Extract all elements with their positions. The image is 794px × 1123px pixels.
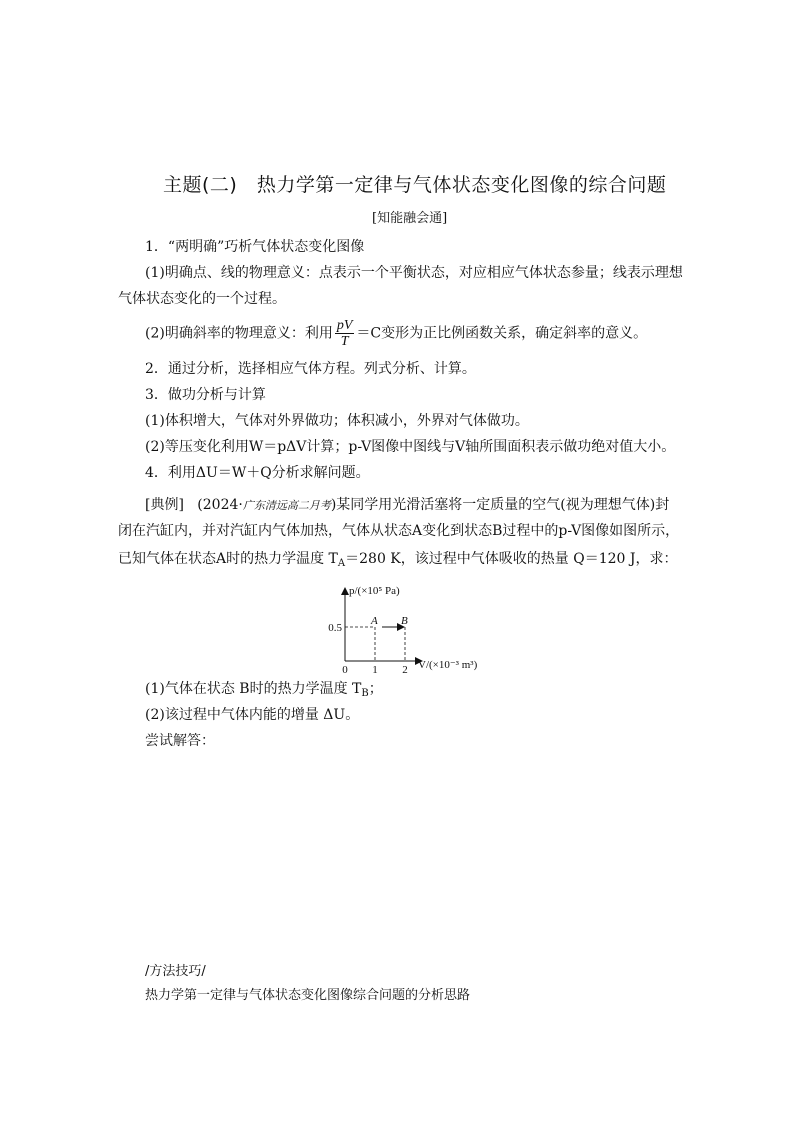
example-line-3-pre: 已知气体在状态A时的热力学温度 T bbox=[118, 551, 338, 567]
point-label-a: A bbox=[371, 615, 378, 627]
example-line-3-post: ＝280 K，该过程中气体吸收的热量 Q＝120 J，求： bbox=[345, 551, 678, 567]
point-3-item-2: (2)等压变化利用W＝pΔV计算；p-V图像中图线与V轴所围面积表示做功绝对值大小。 bbox=[145, 439, 676, 455]
example-label: [典例] bbox=[145, 497, 184, 513]
point-4-heading: 4．利用ΔU＝W＋Q分析求解问题。 bbox=[145, 465, 370, 481]
point-1-item-2 bbox=[145, 318, 647, 349]
item-2-suffix: ＝C变形为正比例函数关系，确定斜率的意义。 bbox=[356, 325, 648, 342]
x-axis-label: V/(×10⁻³ m³) bbox=[418, 659, 478, 671]
x-tick-label-1: 1 bbox=[372, 664, 378, 675]
question-1 bbox=[145, 679, 383, 704]
point-1-item-1-line-1: (1)明确点、线的物理意义：点表示一个平衡状态，对应相应气体状态参量；线表示理想 bbox=[145, 265, 683, 281]
point-1-heading: 1．“两明确”巧析气体状态变化图像 bbox=[145, 239, 365, 255]
method-body: 热力学第一定律与气体状态变化图像综合问题的分析思路 bbox=[145, 988, 471, 1003]
point-label-b: B bbox=[401, 615, 408, 627]
fraction-denominator: T bbox=[340, 334, 349, 349]
point-2-heading: 2．通过分析，选择相应气体方程。列式分析、计算。 bbox=[145, 361, 476, 377]
ta-subscript: A bbox=[337, 558, 346, 569]
example-line-1 bbox=[145, 495, 669, 516]
pv-over-t-fraction bbox=[335, 318, 355, 349]
question-1-post: ； bbox=[368, 681, 383, 697]
point-1-item-1-line-2: 气体状态变化的一个过程。 bbox=[118, 291, 286, 307]
section-subtitle: [知能融会通] bbox=[372, 211, 448, 226]
example-source: 广东清远高二月考 bbox=[242, 499, 331, 512]
example-text-1: )某同学用光滑活塞将一定质量的空气(视为理想气体)封 bbox=[330, 497, 670, 513]
x-tick-label-2: 2 bbox=[402, 664, 408, 675]
y-axis-label: p/(×10⁵ Pa) bbox=[349, 585, 400, 597]
example-line-2: 闭在汽缸内，并对汽缸内气体加热，气体从状态A变化到状态B过程中的p-V图像如图所示， bbox=[118, 523, 680, 539]
y-tick-label-0: 0.5 bbox=[328, 622, 342, 634]
question-1-pre: (1)气体在状态 B时的热力学温度 T bbox=[145, 681, 362, 697]
point-3-heading: 3．做功分析与计算 bbox=[145, 387, 266, 403]
question-2: (2)该过程中气体内能的增量 ΔU。 bbox=[145, 707, 360, 723]
x-tick-label-0: 0 bbox=[342, 664, 348, 675]
fraction-numerator: pV bbox=[336, 318, 353, 333]
page-title: 主题(二) 热力学第一定律与气体状态变化图像的综合问题 bbox=[163, 174, 667, 196]
try-answer-label: 尝试解答： bbox=[145, 733, 215, 749]
item-2-prefix: (2)明确斜率的物理意义：利用 bbox=[145, 325, 333, 342]
tb-subscript: B bbox=[361, 688, 369, 699]
pv-diagram bbox=[322, 580, 492, 675]
method-heading: /方法技巧/ bbox=[145, 964, 206, 979]
example-year: (2024· bbox=[197, 497, 243, 513]
example-line-3 bbox=[118, 549, 677, 574]
point-3-item-1: (1)体积增大，气体对外界做功；体积减小，外界对气体做功。 bbox=[145, 413, 529, 429]
